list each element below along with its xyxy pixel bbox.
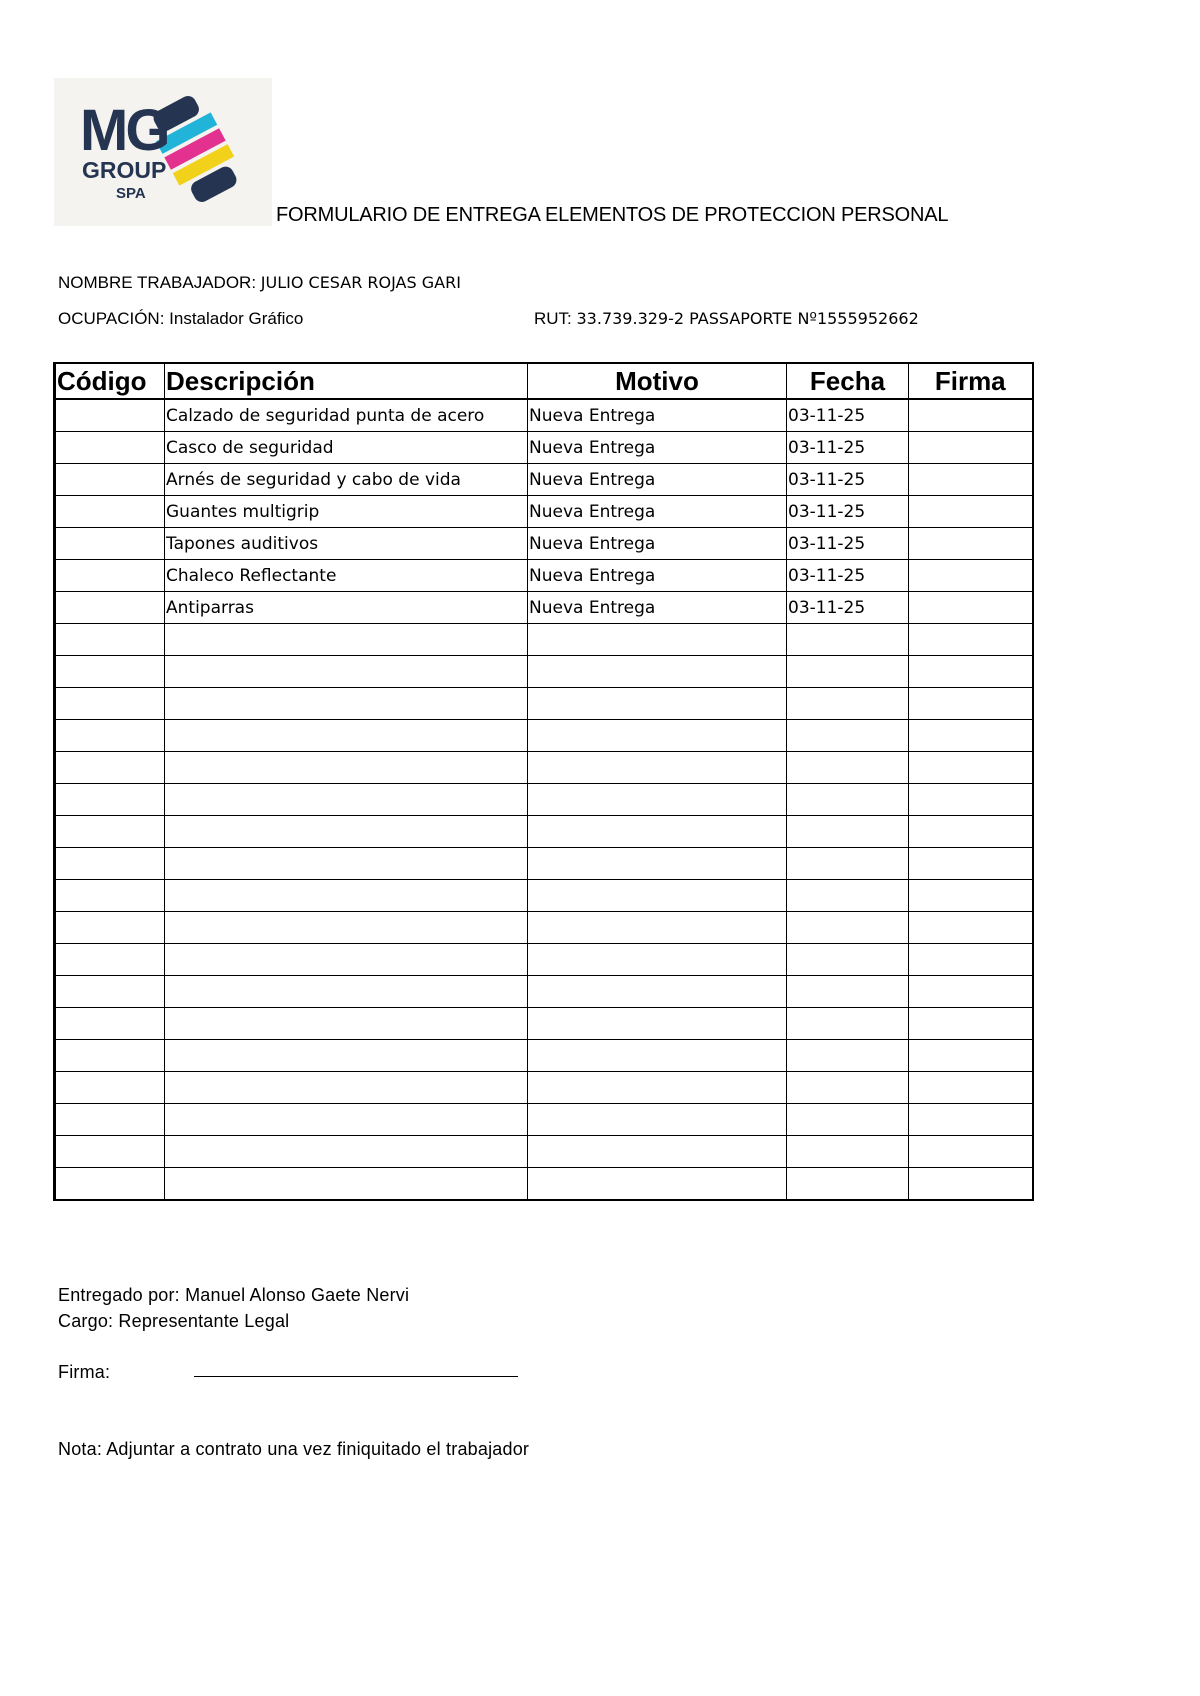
cell-fecha	[787, 720, 909, 752]
cell-firma	[909, 784, 1033, 816]
cell-motivo	[528, 976, 787, 1008]
table-row	[55, 1072, 1033, 1104]
table-row	[55, 464, 1033, 496]
cell-motivo: Nueva Entrega	[528, 464, 787, 496]
cell-motivo	[528, 944, 787, 976]
footer-note: Nota: Adjuntar a contrato una vez finiquitado el trabajador	[58, 1439, 530, 1459]
cell-codigo	[55, 1008, 165, 1040]
table-row	[55, 560, 1033, 592]
cell-fecha	[787, 752, 909, 784]
table-row	[55, 784, 1033, 816]
company-logo	[54, 78, 272, 226]
delivered-by: Entregado por: Manuel Alonso Gaete Nervi	[58, 1285, 410, 1305]
cell-descripcion: Arnés de seguridad y cabo de vida	[165, 464, 528, 496]
cell-motivo	[528, 1104, 787, 1136]
cell-fecha	[787, 912, 909, 944]
table-row	[55, 816, 1033, 848]
cell-motivo	[528, 624, 787, 656]
cell-descripcion: Casco de seguridad	[165, 432, 528, 464]
cell-fecha	[787, 624, 909, 656]
cell-codigo	[55, 1168, 165, 1201]
cell-fecha	[787, 656, 909, 688]
worker-rut-value: 33.739.329-2 PASSAPORTE Nº1555952662	[576, 309, 919, 328]
table-row	[55, 976, 1033, 1008]
cell-fecha	[787, 1136, 909, 1168]
cell-firma	[909, 399, 1033, 432]
logo-text-group: GROUP	[82, 157, 167, 183]
cell-firma	[909, 432, 1033, 464]
cell-motivo: Nueva Entrega	[528, 528, 787, 560]
table-body	[55, 399, 1033, 1200]
cell-firma	[909, 816, 1033, 848]
cell-fecha: 03-11-25	[787, 432, 909, 464]
cell-fecha	[787, 880, 909, 912]
cell-codigo	[55, 592, 165, 624]
cell-motivo: Nueva Entrega	[528, 592, 787, 624]
table-row	[55, 1008, 1033, 1040]
cell-motivo: Nueva Entrega	[528, 432, 787, 464]
epp-delivery-table	[53, 362, 1034, 1201]
cell-firma	[909, 688, 1033, 720]
cell-firma	[909, 912, 1033, 944]
table-header-row	[55, 363, 1033, 399]
cell-codigo	[55, 816, 165, 848]
cell-descripcion	[165, 912, 528, 944]
header-motivo: Motivo	[528, 363, 787, 399]
table-row	[55, 656, 1033, 688]
cell-codigo	[55, 399, 165, 432]
cell-descripcion	[165, 1008, 528, 1040]
cell-fecha	[787, 1072, 909, 1104]
cell-codigo	[55, 1072, 165, 1104]
cell-fecha: 03-11-25	[787, 399, 909, 432]
cell-firma	[909, 624, 1033, 656]
logo-text-mg: MG	[80, 98, 168, 163]
cell-codigo	[55, 528, 165, 560]
cell-descripcion: Chaleco Reflectante	[165, 560, 528, 592]
table-row	[55, 752, 1033, 784]
cell-firma	[909, 592, 1033, 624]
cell-firma	[909, 1008, 1033, 1040]
cell-descripcion	[165, 624, 528, 656]
cell-firma	[909, 752, 1033, 784]
cell-codigo	[55, 944, 165, 976]
table-row	[55, 528, 1033, 560]
cell-motivo	[528, 816, 787, 848]
cell-motivo	[528, 1072, 787, 1104]
cell-codigo	[55, 624, 165, 656]
cell-descripcion	[165, 1168, 528, 1201]
cell-firma	[909, 496, 1033, 528]
cell-firma	[909, 1136, 1033, 1168]
cell-firma	[909, 848, 1033, 880]
cell-firma	[909, 1168, 1033, 1201]
worker-name-value: JULIO CESAR ROJAS GARI	[260, 273, 461, 292]
cell-fecha: 03-11-25	[787, 496, 909, 528]
cell-firma	[909, 560, 1033, 592]
cell-codigo	[55, 432, 165, 464]
cell-codigo	[55, 688, 165, 720]
cell-fecha: 03-11-25	[787, 592, 909, 624]
cell-motivo: Nueva Entrega	[528, 399, 787, 432]
cell-codigo	[55, 560, 165, 592]
cell-motivo	[528, 880, 787, 912]
cell-firma	[909, 656, 1033, 688]
cell-motivo: Nueva Entrega	[528, 560, 787, 592]
cell-firma	[909, 720, 1033, 752]
cell-descripcion	[165, 816, 528, 848]
cell-descripcion: Calzado de seguridad punta de acero	[165, 399, 528, 432]
table-row	[55, 688, 1033, 720]
table-row	[55, 432, 1033, 464]
cell-codigo	[55, 880, 165, 912]
cell-codigo	[55, 1040, 165, 1072]
worker-rut-line	[534, 309, 919, 329]
table-row	[55, 944, 1033, 976]
table-row	[55, 912, 1033, 944]
cell-fecha	[787, 1008, 909, 1040]
cell-fecha	[787, 848, 909, 880]
cell-fecha	[787, 1168, 909, 1201]
cell-motivo	[528, 656, 787, 688]
cell-firma	[909, 528, 1033, 560]
table-row	[55, 592, 1033, 624]
cell-descripcion	[165, 656, 528, 688]
table-row	[55, 848, 1033, 880]
signature-line	[194, 1376, 518, 1377]
worker-occupation-line	[58, 309, 303, 329]
cell-fecha	[787, 784, 909, 816]
cell-motivo	[528, 1136, 787, 1168]
worker-occupation-label: OCUPACIÓN:	[58, 309, 170, 328]
cell-motivo	[528, 784, 787, 816]
cell-codigo	[55, 496, 165, 528]
cell-descripcion	[165, 880, 528, 912]
cell-codigo	[55, 464, 165, 496]
delivered-by-position: Cargo: Representante Legal	[58, 1311, 290, 1331]
cell-firma	[909, 464, 1033, 496]
worker-name-label: NOMBRE TRABAJADOR:	[58, 273, 261, 292]
cell-motivo	[528, 688, 787, 720]
cell-codigo	[55, 1104, 165, 1136]
cell-codigo	[55, 1136, 165, 1168]
table-row	[55, 720, 1033, 752]
table-row	[55, 1136, 1033, 1168]
table-row	[55, 1040, 1033, 1072]
table-row	[55, 880, 1033, 912]
cell-motivo	[528, 1008, 787, 1040]
worker-name-line	[58, 273, 461, 293]
header-firma: Firma	[909, 363, 1033, 399]
table-row	[55, 1104, 1033, 1136]
cell-motivo	[528, 752, 787, 784]
cell-motivo: Nueva Entrega	[528, 496, 787, 528]
cell-motivo	[528, 1168, 787, 1201]
cell-firma	[909, 944, 1033, 976]
table-row	[55, 1168, 1033, 1201]
worker-occupation-value: Instalador Gráfico	[169, 309, 304, 328]
cell-codigo	[55, 720, 165, 752]
cell-descripcion: Tapones auditivos	[165, 528, 528, 560]
cell-descripcion	[165, 976, 528, 1008]
header-fecha: Fecha	[787, 363, 909, 399]
cell-descripcion	[165, 1072, 528, 1104]
cell-descripcion	[165, 720, 528, 752]
cell-descripcion	[165, 1040, 528, 1072]
worker-rut-label: RUT:	[534, 309, 577, 328]
table-row	[55, 496, 1033, 528]
cell-descripcion	[165, 944, 528, 976]
cell-descripcion: Antiparras	[165, 592, 528, 624]
cell-fecha	[787, 976, 909, 1008]
signature-label: Firma:	[58, 1362, 111, 1382]
cell-firma	[909, 1072, 1033, 1104]
cell-descripcion	[165, 688, 528, 720]
cell-codigo	[55, 976, 165, 1008]
table-row	[55, 399, 1033, 432]
cell-codigo	[55, 912, 165, 944]
cell-fecha	[787, 944, 909, 976]
table-row	[55, 624, 1033, 656]
cell-descripcion	[165, 1104, 528, 1136]
cell-descripcion	[165, 752, 528, 784]
cell-fecha	[787, 688, 909, 720]
cell-descripcion: Guantes multigrip	[165, 496, 528, 528]
cell-codigo	[55, 752, 165, 784]
cell-motivo	[528, 720, 787, 752]
cell-fecha: 03-11-25	[787, 528, 909, 560]
cell-fecha: 03-11-25	[787, 464, 909, 496]
cell-descripcion	[165, 1136, 528, 1168]
form-title: FORMULARIO DE ENTREGA ELEMENTOS DE PROTECCION PERSONAL	[276, 204, 949, 226]
cell-firma	[909, 1040, 1033, 1072]
cell-firma	[909, 1104, 1033, 1136]
cell-firma	[909, 976, 1033, 1008]
cell-descripcion	[165, 784, 528, 816]
logo-text-spa: SPA	[116, 185, 146, 202]
cell-motivo	[528, 1040, 787, 1072]
header-codigo: Código	[55, 363, 165, 399]
cell-codigo	[55, 656, 165, 688]
header-descripcion: Descripción	[165, 363, 528, 399]
cell-codigo	[55, 848, 165, 880]
cell-fecha	[787, 816, 909, 848]
cell-codigo	[55, 784, 165, 816]
cell-fecha	[787, 1104, 909, 1136]
cell-motivo	[528, 912, 787, 944]
cell-fecha: 03-11-25	[787, 560, 909, 592]
cell-firma	[909, 880, 1033, 912]
cell-fecha	[787, 1040, 909, 1072]
cell-descripcion	[165, 848, 528, 880]
cell-motivo	[528, 848, 787, 880]
